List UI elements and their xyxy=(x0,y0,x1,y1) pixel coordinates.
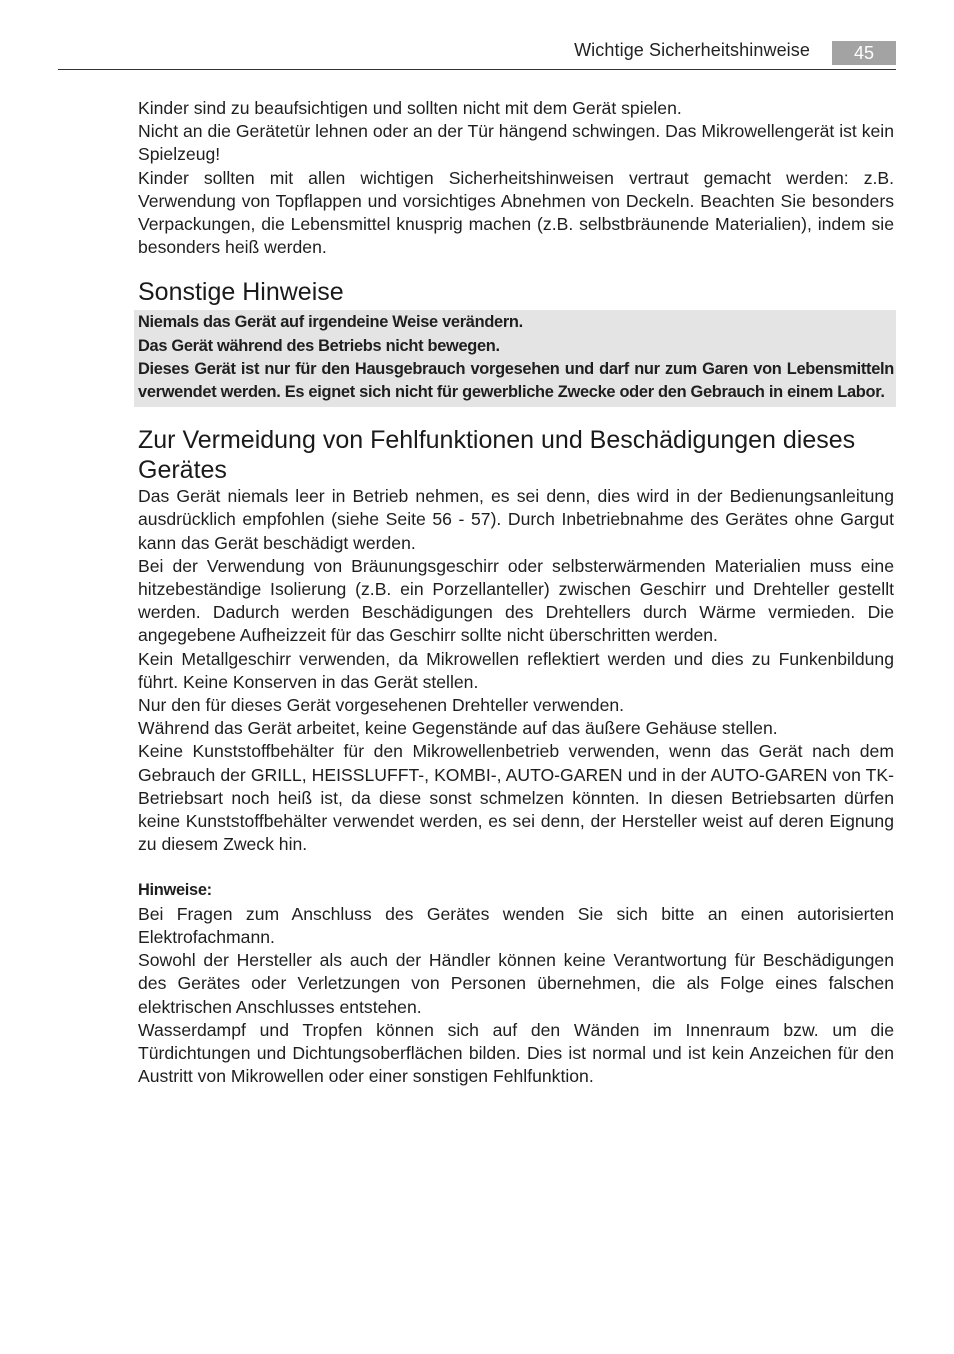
highlight-item: Dieses Gerät ist nur für den Hausgebrauch vorgesehen und darf nur zum Garen von Lebensmitteln verwendet werden. Es eignet sich nicht für gewerbliche Zwecke oder den Gebrauch in einem Labor. xyxy=(138,359,894,402)
page-content xyxy=(138,97,894,1088)
hinweise-paragraph: Bei Fragen zum Anschluss des Gerätes wenden Sie sich bitte an einen autorisierten Elektrofachmann. xyxy=(138,903,894,947)
highlight-item: Das Gerät während des Betriebs nicht bewegen. xyxy=(138,336,500,355)
body-paragraph: Kein Metallgeschirr verwenden, da Mikrowellen reflektiert werden und dies zu Funkenbildung führt. Keine Konserven in das Gerät stellen. xyxy=(138,648,894,692)
header-title: Wichtige Sicherheitshinweise xyxy=(574,40,810,60)
highlight-item: Niemals das Gerät auf irgendeine Weise verändern. xyxy=(138,313,523,332)
hinweise-label: Hinweise: xyxy=(138,881,212,900)
intro-paragraph: Kinder sind zu beaufsichtigen und sollten nicht mit dem Gerät spielen. xyxy=(138,98,682,118)
section-heading-sonstige: Sonstige Hinweise xyxy=(138,278,344,307)
section-heading-vermeidung: Zur Vermeidung von Fehlfunktionen und Beschädigungen dieses Gerätes xyxy=(138,426,856,485)
body-paragraph: Das Gerät niemals leer in Betrieb nehmen, es sei denn, dies wird in der Bedienungsanleitung ausdrücklich empfohlen (siehe Seite 56 - 57). Durch Inbetriebnahme des Gerätes ohne Gargut kann das Gerät beschädigt werden. xyxy=(138,486,894,553)
highlight-box xyxy=(134,310,896,407)
body-paragraph: Bei der Verwendung von Bräunungsgeschirr oder selbsterwärmenden Materialien muss eine hitzebeständige Isolierung (z.B. ein Porzellanteller) zwischen Geschirr und Drehteller gestellt werden. Dadurch werden Beschädigungen des Drehtellers durch Wärme vermieden. Die angegebene Aufheizzeit für das Geschirr sollte nicht überschritten werden. xyxy=(138,555,894,646)
page-header xyxy=(58,38,896,70)
hinweise-paragraph: Wasserdampf und Tropfen können sich auf den Wänden im Innenraum bzw. um die Türdichtungen und Dichtungsoberflächen bilden. Dies ist normal und ist kein Anzeichen für den Austritt von Mikrowellen oder einer sonstigen Fehlfunktion. xyxy=(138,1019,894,1087)
body-paragraph: Keine Kunststoffbehälter für den Mikrowellenbetrieb verwenden, wenn das Gerät nach dem Gebrauch der GRILL, HEISSLUFFT-, KOMBI-, AUTO-GAREN und in der AUTO-GAREN von TK-Betriebsart noch heiß ist, da diese sonst schmelzen könnten. In diesen Betriebsarten dürfen keine Kunststoffbehälter verwendet werden, es sei denn, der Hersteller weist auf deren Eignung zu diesem Zweck hin. xyxy=(138,741,894,855)
page-number: 45 xyxy=(832,41,896,65)
body-paragraph: Nur den für dieses Gerät vorgesehenen Drehteller verwenden. xyxy=(138,695,625,716)
hinweise-paragraph: Sowohl der Hersteller als auch der Händler können keine Verantwortung für Beschädigungen des Gerätes oder Verletzungen von Personen übernehmen, die als Folge eines falschen elektrischen Anschlusses entstehen. xyxy=(138,950,894,1017)
intro-paragraph: Kinder sollten mit allen wichtigen Sicherheitshinweisen vertraut gemacht werden: z.B. Verwendung von Topflappen und vorsichtiges Abnehmen von Deckeln. Beachten Sie besonders Verpackungen, die Lebensmittel knusprig machen (z.B. selbstbräunende Materialien), indem sie besonders heiß werden. xyxy=(138,167,894,258)
body-paragraph: Während das Gerät arbeitet, keine Gegenstände auf das äußere Gehäuse stellen. xyxy=(138,718,778,739)
intro-paragraph: Nicht an die Gerätetür lehnen oder an der Tür hängend schwingen. Das Mikrowellengerät ist kein Spielzeug! xyxy=(138,121,894,165)
